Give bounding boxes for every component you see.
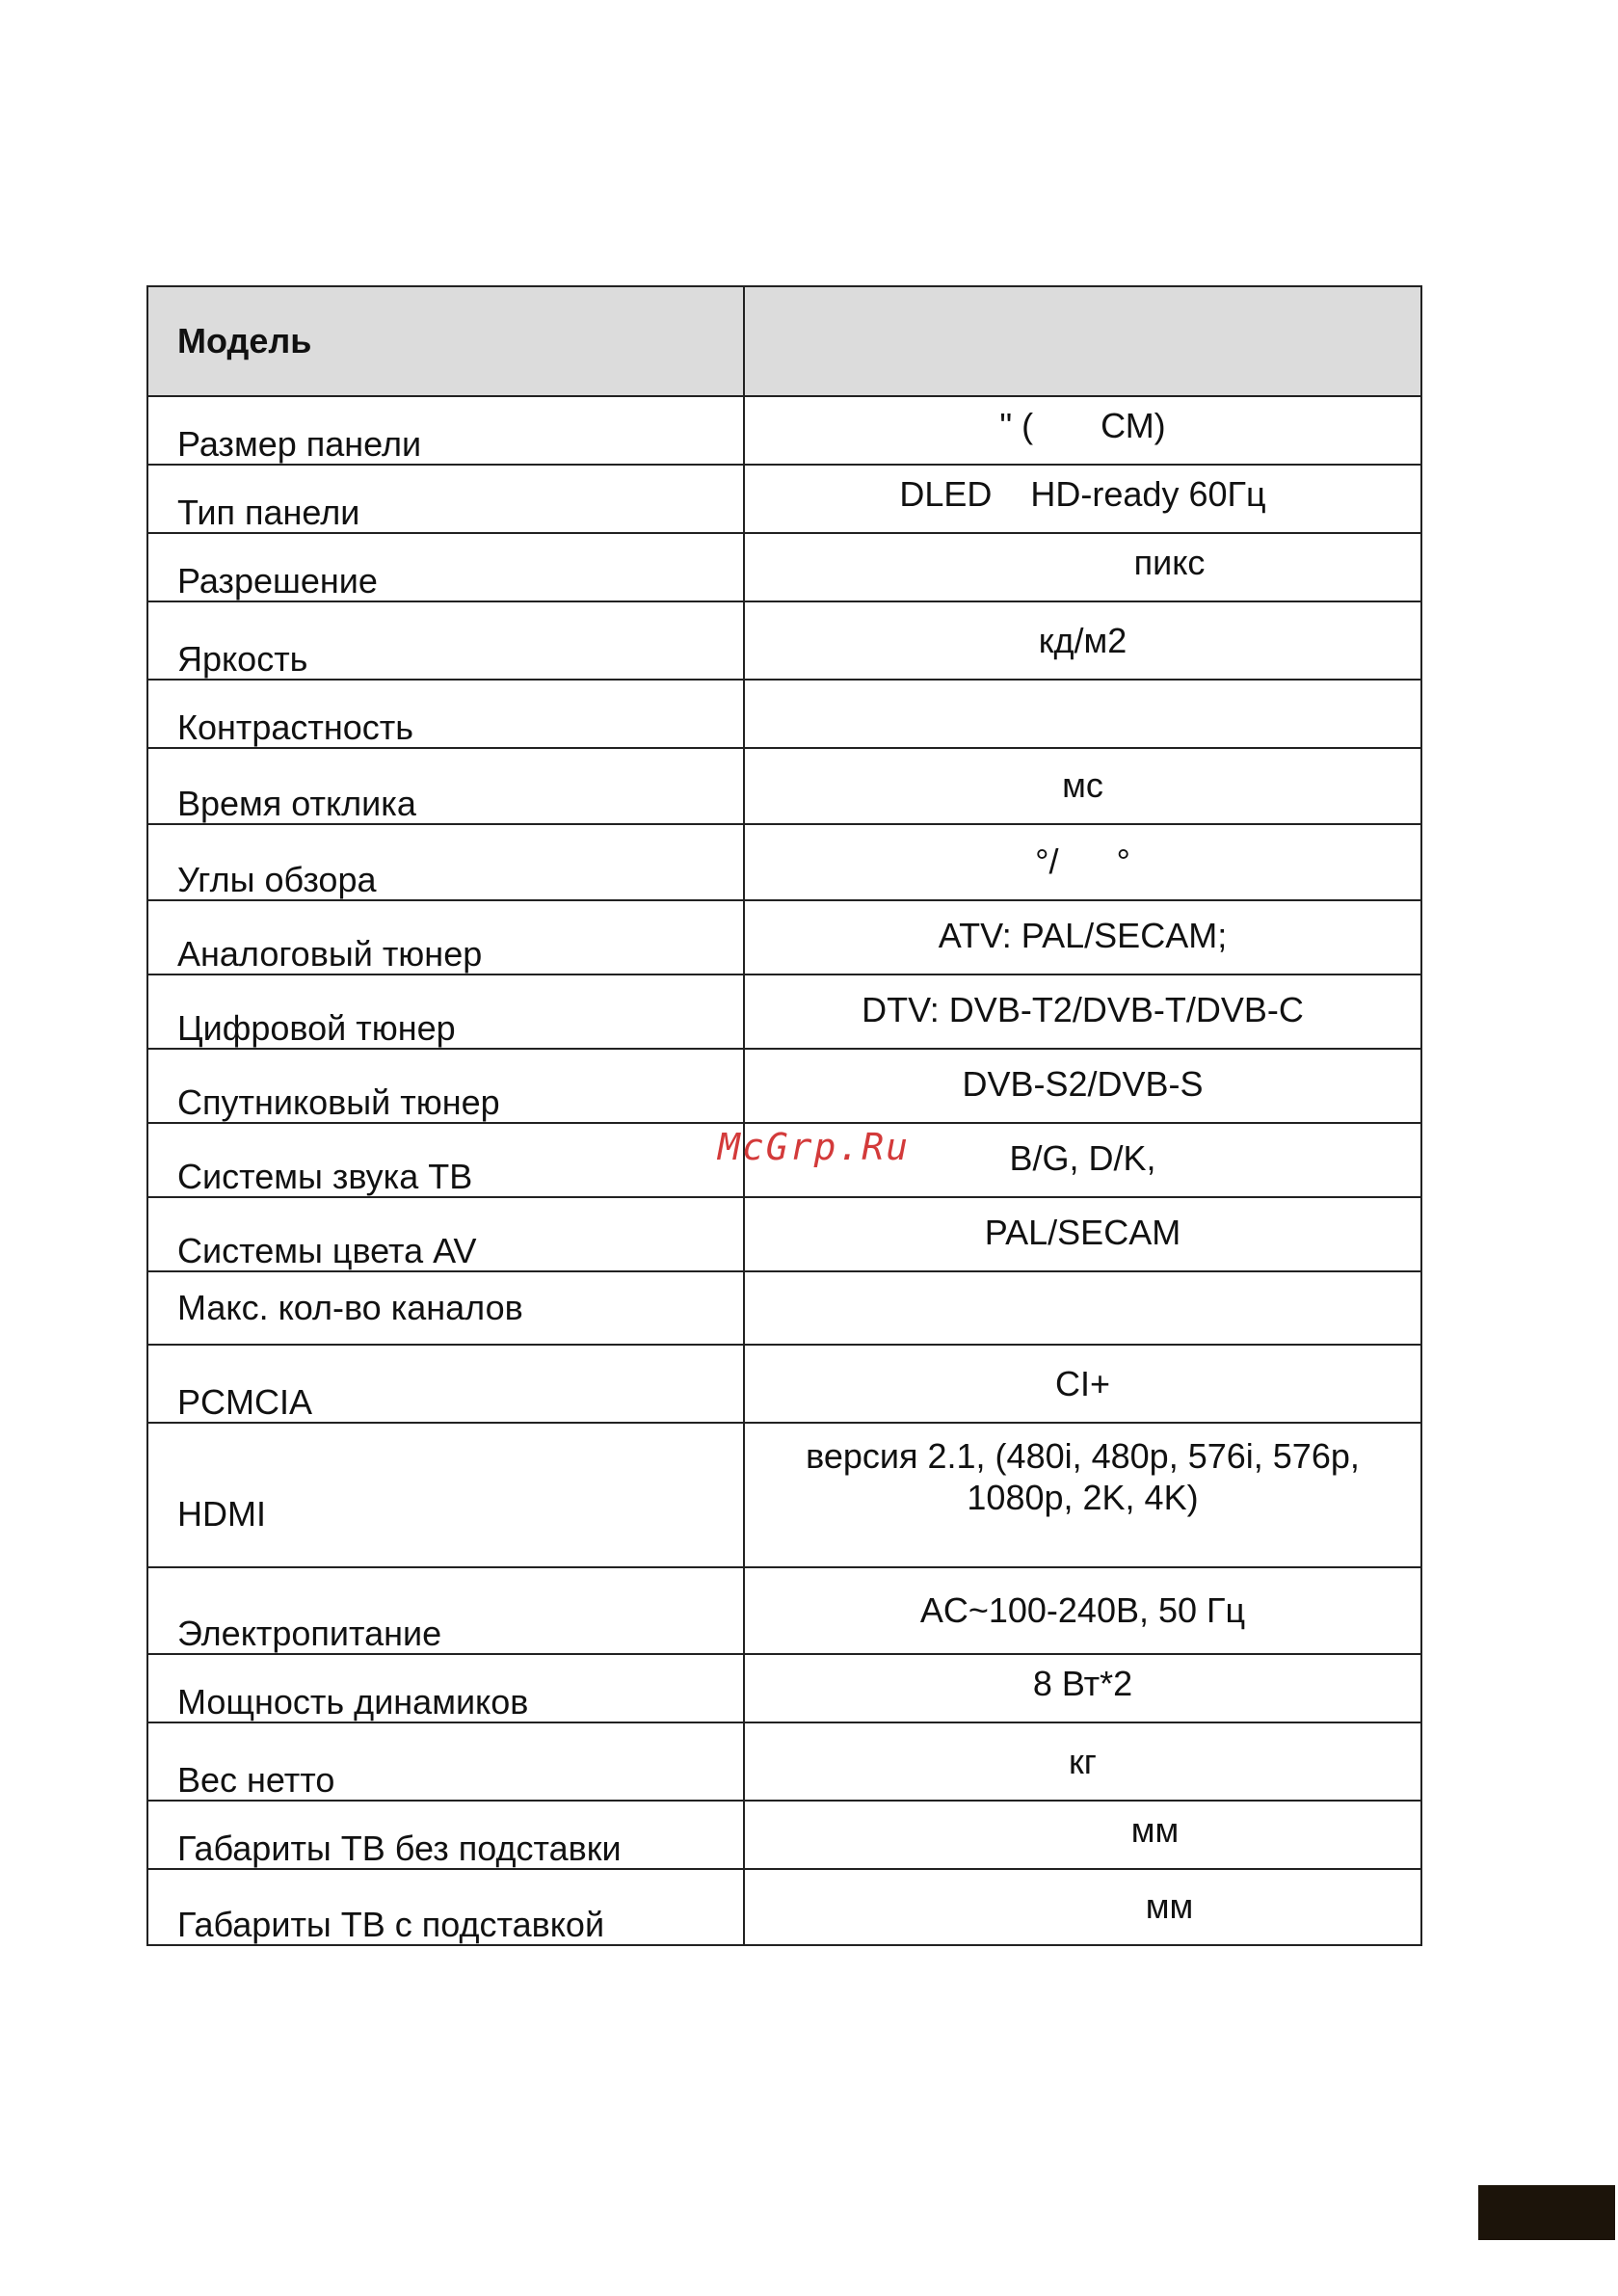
spec-value: AC~100-240В, 50 Гц bbox=[744, 1567, 1421, 1654]
spec-value: B/G, D/K, bbox=[744, 1123, 1421, 1197]
table-row bbox=[147, 533, 1421, 601]
spec-name: Габариты ТВ с подставкой bbox=[147, 1869, 744, 1945]
table-row bbox=[147, 465, 1421, 533]
spec-table bbox=[146, 285, 1422, 1946]
table-row bbox=[147, 1197, 1421, 1271]
spec-value: DTV: DVB-T2/DVB-T/DVB-C bbox=[744, 974, 1421, 1049]
table-row bbox=[147, 601, 1421, 680]
watermark-text: McGrp.Ru bbox=[718, 1126, 911, 1168]
page-number-tab bbox=[1478, 2185, 1615, 2240]
spec-value: " ( СМ) bbox=[744, 396, 1421, 465]
spec-value: мс bbox=[744, 748, 1421, 824]
spec-value: °/ ° bbox=[744, 824, 1421, 900]
table-row bbox=[147, 900, 1421, 974]
spec-name: Разрешение bbox=[147, 533, 744, 601]
table-row bbox=[147, 396, 1421, 465]
table-row bbox=[147, 1345, 1421, 1423]
spec-name: Спутниковый тюнер bbox=[147, 1049, 744, 1123]
spec-name: Аналоговый тюнер bbox=[147, 900, 744, 974]
table-row bbox=[147, 1567, 1421, 1654]
table-row bbox=[147, 748, 1421, 824]
spec-name: Размер панели bbox=[147, 396, 744, 465]
spec-value: мм bbox=[744, 1801, 1421, 1869]
spec-value: версия 2.1, (480i, 480p, 576i, 576p, 1080p, 2K, 4K) bbox=[744, 1423, 1421, 1567]
spec-value: PAL/SECAM bbox=[744, 1197, 1421, 1271]
table-row bbox=[147, 680, 1421, 748]
spec-name: PCMCIA bbox=[147, 1345, 744, 1423]
table-row bbox=[147, 1423, 1421, 1567]
spec-value: DLED HD-ready 60Гц bbox=[744, 465, 1421, 533]
spec-value: DVB-S2/DVB-S bbox=[744, 1049, 1421, 1123]
table-row bbox=[147, 824, 1421, 900]
spec-name: Яркость bbox=[147, 601, 744, 680]
table-row bbox=[147, 1869, 1421, 1945]
table-row bbox=[147, 974, 1421, 1049]
spec-name: Цифровой тюнер bbox=[147, 974, 744, 1049]
table-row bbox=[147, 1801, 1421, 1869]
spec-name: Системы звука ТВ bbox=[147, 1123, 744, 1197]
header-model-value bbox=[744, 286, 1421, 396]
spec-name: Тип панели bbox=[147, 465, 744, 533]
spec-value: пикс bbox=[744, 533, 1421, 601]
spec-name: HDMI bbox=[147, 1423, 744, 1567]
table-row bbox=[147, 1271, 1421, 1345]
spec-value: кг bbox=[744, 1722, 1421, 1801]
spec-value: кд/м2 bbox=[744, 601, 1421, 680]
spec-value: мм bbox=[744, 1869, 1421, 1945]
spec-name: Вес нетто bbox=[147, 1722, 744, 1801]
spec-name: Мощность динамиков bbox=[147, 1654, 744, 1722]
spec-value: CI+ bbox=[744, 1345, 1421, 1423]
table-row bbox=[147, 1654, 1421, 1722]
spec-name: Углы обзора bbox=[147, 824, 744, 900]
spec-value: ATV: PAL/SECAM; bbox=[744, 900, 1421, 974]
spec-name: Системы цвета AV bbox=[147, 1197, 744, 1271]
table-row bbox=[147, 1722, 1421, 1801]
spec-name: Электропитание bbox=[147, 1567, 744, 1654]
spec-value: 8 Вт*2 bbox=[744, 1654, 1421, 1722]
spec-name: Время отклика bbox=[147, 748, 744, 824]
header-model-label: Модель bbox=[147, 286, 744, 396]
table-row bbox=[147, 1049, 1421, 1123]
table-header-row bbox=[147, 286, 1421, 396]
spec-name: Макс. кол-во каналов bbox=[147, 1271, 744, 1345]
spec-value bbox=[744, 1271, 1421, 1345]
spec-name: Контрастность bbox=[147, 680, 744, 748]
spec-value bbox=[744, 680, 1421, 748]
spec-name: Габариты ТВ без подставки bbox=[147, 1801, 744, 1869]
